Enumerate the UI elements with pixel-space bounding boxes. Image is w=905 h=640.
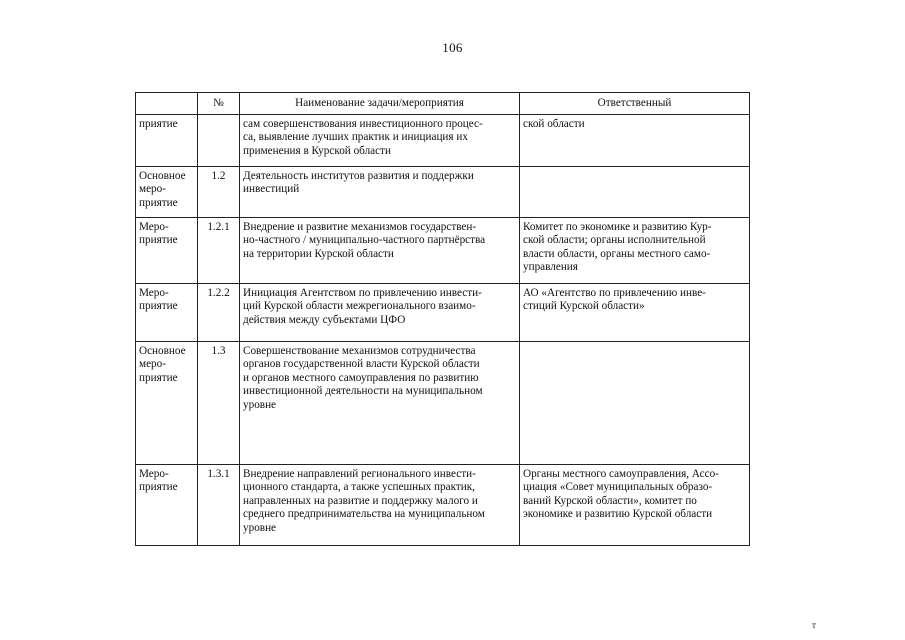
- table-row: [136, 465, 750, 546]
- header-type: [136, 93, 198, 115]
- measures-table: [135, 92, 750, 546]
- cell-type: Основное меро- приятие: [136, 167, 198, 218]
- cell-type: Меро- приятие: [136, 218, 198, 284]
- cell-responsible: АО «Агентство по привлечению инве- стиций Курской области»: [520, 284, 750, 342]
- cell-name: Внедрение и развитие механизмов государствен- но-частного / муниципально-частного партнёрства на территории Курской области: [240, 218, 520, 284]
- cell-number: 1.2.1: [198, 218, 240, 284]
- cell-type: Меро- приятие: [136, 284, 198, 342]
- cell-number: 1.3.1: [198, 465, 240, 546]
- corner-mark: т: [812, 620, 816, 630]
- cell-responsible: Органы местного самоуправления, Ассо- циация «Совет муниципальных образо- ваний Курской области», комитет по экономике и развитию Курской области: [520, 465, 750, 546]
- cell-name: Внедрение направлений регионального инвести- ционного стандарта, а также успешных практик, направленных на развитие и поддержку малого и среднего предпринимательства на муниципальном уровне: [240, 465, 520, 546]
- cell-name: Деятельность институтов развития и поддержки инвестиций: [240, 167, 520, 218]
- header-name: Наименование задачи/мероприятия: [240, 93, 520, 115]
- table-row: [136, 284, 750, 342]
- cell-name: сам совершенствования инвестиционного процес- са, выявление лучших практик и инициация их применения в Курской области: [240, 115, 520, 167]
- table-row: [136, 115, 750, 167]
- cell-name: Инициация Агентством по привлечению инвести- ций Курской области межрегионального взаимо- действия между субъектами ЦФО: [240, 284, 520, 342]
- table-row: [136, 167, 750, 218]
- cell-responsible: [520, 167, 750, 218]
- cell-number: 1.2.2: [198, 284, 240, 342]
- cell-name: Совершенствование механизмов сотрудничества органов государственной власти Курской области и органов местного самоуправления по развитию инвестиционной деятельности на муниципальном уровне: [240, 342, 520, 465]
- cell-type: приятие: [136, 115, 198, 167]
- table-row: [136, 218, 750, 284]
- cell-type: Основное меро- приятие: [136, 342, 198, 465]
- page-number: 106: [442, 40, 463, 55]
- cell-responsible: ской области: [520, 115, 750, 167]
- table-header-row: [136, 93, 750, 115]
- table-row: [136, 342, 750, 465]
- cell-responsible: [520, 342, 750, 465]
- cell-number: 1.3: [198, 342, 240, 465]
- cell-type: Меро- приятие: [136, 465, 198, 546]
- header-responsible: Ответственный: [520, 93, 750, 115]
- cell-number: [198, 115, 240, 167]
- cell-responsible: Комитет по экономике и развитию Кур- ской области; органы исполнительной власти области, органы местного само- управления: [520, 218, 750, 284]
- header-number: №: [198, 93, 240, 115]
- cell-number: 1.2: [198, 167, 240, 218]
